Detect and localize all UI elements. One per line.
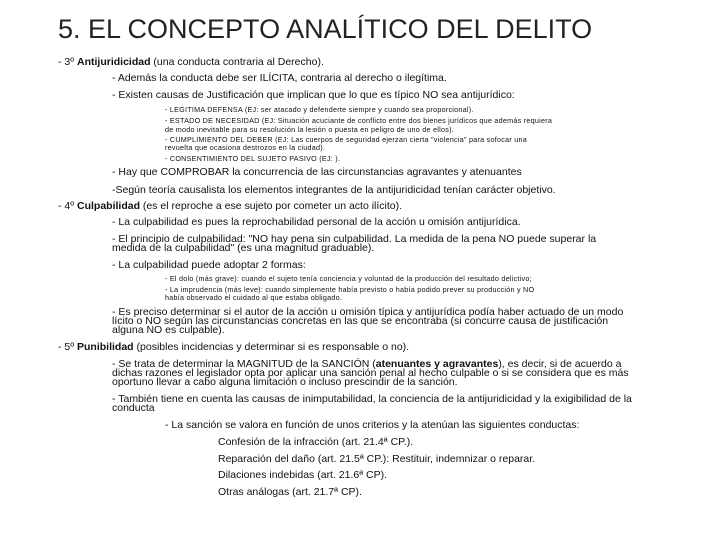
section-prefix: - 3º [58,56,78,68]
sub-item: - ESTADO DE NECESIDAD (EJ: Situación acuciante de conflicto entre dos bienes jurídicos que además requiera [165,116,553,125]
sub-item: - LEGITIMA DEFENSA (EJ: ser atacado y defenderte siempre y cuando sea proporcional). [165,105,474,114]
section-antijuridicidad-heading [58,57,324,68]
section-description: (una conducta contraria al Derecho). [150,56,324,68]
emphasis: atenuantes y agravantes [375,358,499,370]
paragraph: - Es preciso determinar si el autor de la acción u omisión típica y antijurídica podía haber actuado de un modo [112,306,624,318]
list-item: Dilaciones indebidas (art. 21.6ª CP). [218,469,388,481]
section-description: (es el reproche a ese sujeto por cometer un acto ilícito). [140,200,403,212]
sub-item: había observado el cuidado al que estaba obligado. [165,293,343,302]
paragraph: - Hay que COMPROBAR la concurrencia de las circunstancias agravantes y atenuantes [112,166,522,178]
paragraph: alguna NO es culpable). [112,324,225,336]
section-term: Antijuridicidad [77,56,151,68]
paragraph: dichas razones el legislador opta por aplicar una sanción penal al hecho culpable o si se considera que es más [112,367,629,379]
section-prefix: - 5º [58,341,78,353]
text-run: ), es decir, si de acuerdo a [498,358,622,370]
paragraph: -Según teoría causalista los elementos integrantes de la antijuridicidad tenían carácter objetivo. [112,184,556,196]
paragraph: - La culpabilidad es pues la reprochabilidad personal de la acción u omisión antijurídica. [112,216,521,228]
paragraph: - La culpabilidad puede adoptar 2 formas: [112,259,306,271]
paragraph: oportuno llevar a cabo alguna limitación o incluso prescindir de la sanción. [112,376,458,388]
section-punibilidad-heading [58,342,409,353]
sub-item: - CONSENTIMIENTO DEL SUJETO PASIVO (EJ: ). [165,154,341,163]
list-item: Reparación del daño (art. 21.5ª CP.): Restituir, indemnizar o reparar. [218,453,536,465]
paragraph: conducta [112,402,155,414]
section-term: Culpabilidad [77,200,141,212]
paragraph: - También tiene en cuenta las causas de inimputabilidad, la conciencia de la antijuridicidad y la exigibilidad de la [112,393,632,405]
sub-item: - CUMPLIMIENTO DEL DEBER (EJ: Las cuerpos de seguridad ejerzan cierta "violencia" para sofocar una [165,135,527,144]
paragraph: - La sanción se valora en función de unos criterios y la atenúan las siguientes conductas: [165,419,580,431]
section-description: (posibles incidencias y determinar si es responsable o no). [133,341,410,353]
section-culpabilidad-heading [58,201,402,212]
text-run: - Se trata de determinar la MAGNITUD de la SANCIÓN ( [112,358,376,370]
paragraph: - El principio de culpabilidad: "NO hay pena sin culpabilidad. La medida de la pena NO puede superar la [112,233,597,245]
list-item: Confesión de la infracción (art. 21.4ª CP.). [218,436,414,448]
paragraph: - Existen causas de Justificación que implican que lo que es típico NO sea antijurídico: [112,89,515,101]
paragraph: lícito o NO según las circunstancias concretas en las que se encontraba (si concurre causa de justificación [112,315,609,327]
paragraph: medida de la culpabilidad" (es una magnitud graduable). [112,242,375,254]
paragraph: - Además la conducta debe ser ILÍCITA, contraria al derecho o ilegítima. [112,72,447,84]
sub-item: - El dolo (más grave): cuando el sujeto tenía conciencia y voluntad de la producción del resultado delictivo; [165,274,532,283]
list-item: Otras análogas (art. 21.7ª CP). [218,486,362,498]
sub-item: - La imprudencia (más leve): cuando simplemente había previsto o había podido prever su producción y NO [165,285,535,294]
sub-item: de modo inevitable para su resolución la lesión o puesta en peligro de uno de ellos). [165,125,454,134]
sub-item: revuelta que ocasiona destrozos en la ciudad). [165,143,326,152]
page-title: 5. EL CONCEPTO ANALÍTICO DEL DELITO [58,14,593,44]
section-prefix: - 4º [58,200,78,212]
section-term: Punibilidad [77,341,134,353]
